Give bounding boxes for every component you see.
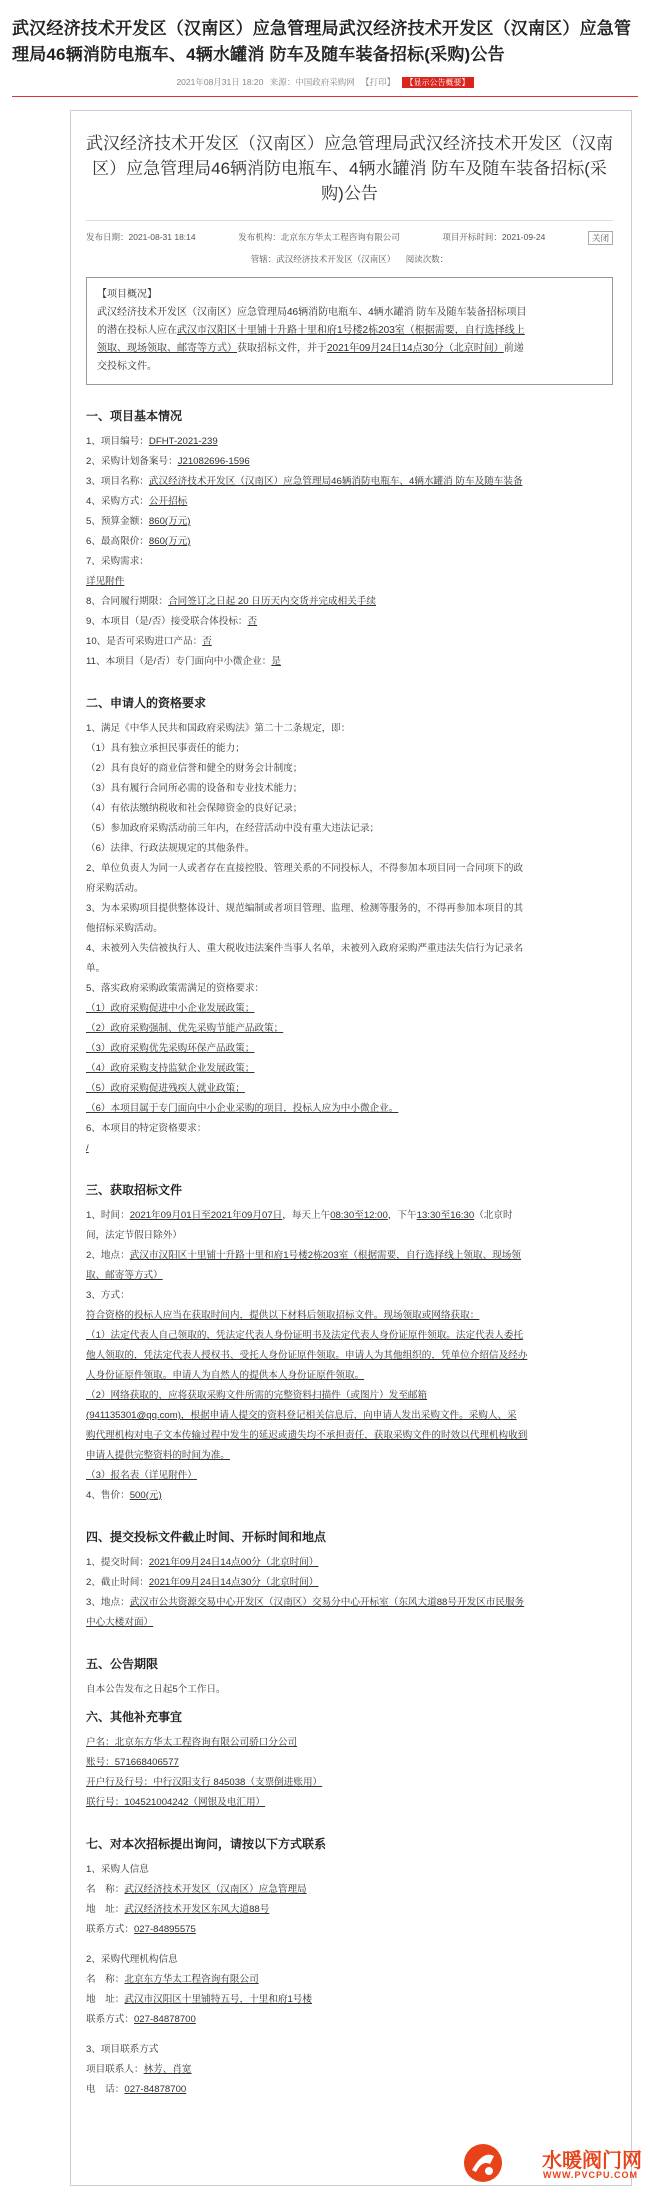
list-item: 6、最高限价：860(万元) bbox=[86, 536, 191, 547]
text-line: 地 址：武汉经济技术开发区东风大道88号 bbox=[86, 1904, 270, 1915]
info-row-2 bbox=[86, 253, 613, 265]
views: 阅读次数： bbox=[405, 254, 449, 264]
policy-item: （4）政府采购支持监狱企业发展政策； bbox=[86, 1063, 255, 1074]
text-line: 中心大楼对面） bbox=[86, 1617, 154, 1628]
text-line: 1、满足《中华人民共和国政府采购法》第二十二条规定，即： bbox=[86, 723, 351, 734]
text-line: 1、提交时间：2021年09月24日14点00分（北京时间） bbox=[86, 1557, 319, 1568]
text-line: 4、未被列入失信被执行人、重大税收违法案件当事人名单，未被列入政府采购严重违法失信行为记录名 bbox=[86, 943, 524, 954]
section-4-title: 四、提交投标文件截止时间、开标时间和地点 bbox=[86, 1530, 327, 1544]
list-item: 2、采购计划备案号：J21082696-1596 bbox=[86, 456, 250, 467]
text-line: （3）具有履行合同所必需的设备和专业技术能力； bbox=[86, 783, 303, 794]
text-line: 3、项目联系方式 bbox=[86, 2044, 159, 2055]
watermark-name: 水暖阀门网 bbox=[542, 2150, 642, 2172]
summary-label: 【项目概况】 bbox=[97, 289, 157, 300]
text-line: （2）网络获取的，应将获取采购文件所需的完整资料扫描件（或图片）发至邮箱 bbox=[86, 1390, 428, 1401]
text-line: 3、为本采购项目提供整体设计、规范编制或者项目管理、监理、检测等服务的，不得再参加本项目的其 bbox=[86, 903, 524, 914]
text-line: 取、邮寄等方式） bbox=[86, 1270, 163, 1281]
section-1-title: 一、项目基本情况 bbox=[86, 409, 183, 423]
text-line: 名 称：武汉经济技术开发区（汉南区）应急管理局 bbox=[86, 1884, 307, 1895]
attachment-link[interactable]: 详见附件 bbox=[86, 576, 125, 587]
text-line: 申请人提供完整资料的时间为准。 bbox=[86, 1450, 230, 1461]
notice-title: 武汉经济技术开发区（汉南区）应急管理局武汉经济技术开发区（汉南区）应急管理局46辆消防电瓶车、4辆水罐消 防车及随车装备招标(采购)公告 bbox=[86, 134, 613, 203]
text-line: 账号：571668406577 bbox=[86, 1757, 179, 1768]
close-button[interactable]: 关闭 bbox=[588, 231, 613, 245]
text-line: 5、落实政府采购政策需满足的资格要求： bbox=[86, 983, 265, 994]
list-item: 8、合同履行期限：合同签订之日起 20 日历天内交货并完成相关手续 bbox=[86, 596, 376, 607]
meta-bar bbox=[0, 76, 650, 90]
text-line: 2、采购代理机构信息 bbox=[86, 1954, 178, 1965]
text-line: 2、单位负责人为同一人或者存在直接控股、管理关系的不同投标人，不得参加本项目同一合同项下的政 bbox=[86, 863, 524, 874]
text-line: 名 称：北京东方华太工程咨询有限公司 bbox=[86, 1974, 259, 1985]
notice-frame bbox=[70, 110, 632, 2186]
list-item: 4、采购方式：公开招标 bbox=[86, 496, 188, 507]
text-line: 人身份证原件领取。申请人为自然人的提供本人身份证原件领取。 bbox=[86, 1370, 365, 1381]
section-7-body bbox=[86, 1860, 613, 2100]
page-title: 武汉经济技术开发区（汉南区）应急管理局武汉经济技术开发区（汉南区）应急管理局46辆消防电瓶车、4辆水罐消 防车及随车装备招标(采购)公告 bbox=[12, 19, 632, 64]
watermark-logo bbox=[462, 2140, 642, 2188]
text-line: 单。 bbox=[86, 963, 106, 974]
print-link[interactable]: 【打印】 bbox=[361, 77, 396, 87]
text-line: 地 址：武汉市汉阳区十里铺特五号，十里和府1号楼 bbox=[86, 1994, 312, 2005]
text-line: （6）法律、行政法规规定的其他条件。 bbox=[86, 843, 255, 854]
text-line: 户名：北京东方华太工程咨询有限公司骄口分公司 bbox=[86, 1737, 298, 1748]
info-row bbox=[86, 231, 613, 245]
list-item: 1、项目编号：DFHT-2021-239 bbox=[86, 436, 218, 447]
publish-date: 2021年08月31日 18:20 bbox=[176, 77, 264, 87]
text-line: 电 话：027-84878700 bbox=[86, 2084, 187, 2095]
watermark-url: WWW.PVCPU.COM bbox=[543, 2170, 638, 2180]
text-line: 他招标采购活动。 bbox=[86, 923, 163, 934]
text-line: 联系方式：027-84878700 bbox=[86, 2014, 196, 2025]
summary-line: 交投标文件。 bbox=[97, 361, 157, 372]
text-line: 符合资格的投标人应当在获取时间内，提供以下材料后领取招标文件。现场领取或网络获取： bbox=[86, 1310, 480, 1321]
summary-line: 武汉经济技术开发区（汉南区）应急管理局46辆消防电瓶车、4辆水罐消 防车及随车装备招标项目 bbox=[97, 307, 527, 318]
policy-item: （3）政府采购优先采购环保产品政策； bbox=[86, 1043, 255, 1054]
section-6-title: 六、其他补充事宜 bbox=[86, 1710, 183, 1724]
spacer bbox=[86, 1940, 613, 1950]
text-line: 3、方式： bbox=[86, 1290, 130, 1301]
text-line: 2、截止时间：2021年09月24日14点30分（北京时间） bbox=[86, 1577, 319, 1588]
text-line: （3）报名表（详见附件） bbox=[86, 1470, 197, 1481]
divider bbox=[86, 220, 613, 221]
text-line: 1、时间：2021年09月01日至2021年09月07日，每天上午08:30至12:00，下午13:30至16:30（北京时 bbox=[86, 1210, 513, 1221]
section-4-body bbox=[86, 1553, 613, 1633]
text-line: 联系方式：027-84895575 bbox=[86, 1924, 196, 1935]
text-line: （5）参加政府采购活动前三年内，在经营活动中没有重大违法记录； bbox=[86, 823, 380, 834]
section-3-title: 三、获取招标文件 bbox=[86, 1183, 183, 1197]
divider bbox=[12, 96, 638, 97]
text-line: （4）有依法缴纳税收和社会保障资金的良好记录； bbox=[86, 803, 303, 814]
text-line: （1）法定代表人自己领取的，凭法定代表人身份证明书及法定代表人身份证原件领取。法定代表人委托 bbox=[86, 1330, 524, 1341]
list-item: 7、采购需求： bbox=[86, 556, 149, 567]
faucet-logo-icon bbox=[462, 2142, 504, 2184]
policy-item: （1）政府采购促进中小企业发展政策； bbox=[86, 1003, 255, 1014]
text-line: 3、地点：武汉市公共资源交易中心开发区（汉南区）交易分中心开标室（东风大道88号开发区市民服务 bbox=[86, 1597, 525, 1608]
section-2-title: 二、申请人的资格要求 bbox=[86, 696, 207, 710]
start-time: 项目开标时间：2021-09-24 bbox=[442, 232, 546, 242]
list-item: 10、是否可采购进口产品：否 bbox=[86, 636, 212, 647]
text-line: （2）具有良好的商业信誉和健全的财务会计制度； bbox=[86, 763, 303, 774]
publish-time: 发布日期：2021-08-31 18:14 bbox=[86, 232, 196, 242]
list-item: 5、预算金额：860(万元) bbox=[86, 516, 191, 527]
text-line: 4、售价：500(元) bbox=[86, 1490, 162, 1501]
source: 来源：中国政府采购网 bbox=[269, 77, 355, 87]
summary-line: 的潜在投标人应在武汉市汉阳区十里铺十升路十里和府1号楼2栋203室（根据需要，自行选择线上 bbox=[97, 325, 525, 336]
list-item: 9、本项目（是/否）接受联合体投标：否 bbox=[86, 616, 258, 627]
competent: 管辖：武汉经济技术开发区（汉南区） bbox=[250, 254, 396, 264]
text-line: （1）具有独立承担民事责任的能力； bbox=[86, 743, 245, 754]
section-3-body bbox=[86, 1206, 613, 1506]
section-2-body bbox=[86, 719, 613, 1159]
text-line: 1、采购人信息 bbox=[86, 1864, 149, 1875]
summary-line: 领取、现场领取、邮寄等方式）获取招标文件，并于2021年09月24日14点30分（北京时间）前递 bbox=[97, 343, 524, 354]
text-line: 联行号：104521004242（网银及电汇用） bbox=[86, 1797, 266, 1808]
policy-item: （2）政府采购强制、优先采购节能产品政策； bbox=[86, 1023, 284, 1034]
text-line: 2、地点：武汉市汉阳区十里铺十升路十里和府1号楼2栋203室（根据需要，自行选择线上领取、现场领 bbox=[86, 1250, 521, 1261]
text-line: 开户行及行号：中行汉阳支行 845038（支票倒进账用） bbox=[86, 1777, 323, 1788]
publisher: 发布机构：北京东方华太工程咨询有限公司 bbox=[238, 232, 400, 242]
list-item: 11、本项目（是/否）专门面向中小微企业：是 bbox=[86, 656, 281, 667]
text-line: 项目联系人：林芳、肖宽 bbox=[86, 2064, 192, 2075]
list-item: 3、项目名称：武汉经济技术开发区（汉南区）应急管理局46辆消防电瓶车、4辆水罐消 防车及随车装备 bbox=[86, 476, 523, 487]
policy-item: （5）政府采购促进残疾人就业政策； bbox=[86, 1083, 245, 1094]
text-line: (941135301@qq.com)，根据申请人提交的资料登记相关信息后，向申请人发出采购文件。采购人、采 bbox=[86, 1410, 517, 1421]
text-line: 购代理机构对电子文本传输过程中发生的延迟或遗失均不承担责任，获取采购文件的时效以代理机构收到 bbox=[86, 1430, 528, 1441]
text-line: 他人领取的，凭法定代表人授权书、受托人身份证原件领取。申请人为其他组织的，凭单位介绍信及经办 bbox=[86, 1350, 528, 1361]
spacer bbox=[86, 2030, 613, 2040]
text-line: 间，法定节假日除外） bbox=[86, 1230, 182, 1241]
summary-badge[interactable]: 【显示公告概要】 bbox=[402, 77, 474, 88]
section-7-title: 七、对本次招标提出询问，请按以下方式联系 bbox=[86, 1837, 327, 1851]
section-6-body bbox=[86, 1733, 613, 1813]
text-line: / bbox=[86, 1143, 89, 1154]
text-line: 府采购活动。 bbox=[86, 883, 144, 894]
text-line: 自本公告发布之日起5个工作日。 bbox=[86, 1684, 226, 1695]
section-5-title: 五、公告期限 bbox=[86, 1657, 159, 1671]
policy-item: （6）本项目属于专门面向中小企业采购的项目，投标人应为中小微企业。 bbox=[86, 1103, 399, 1114]
section-1-list bbox=[86, 432, 613, 672]
summary-box bbox=[86, 277, 613, 385]
text-line: 6、本项目的特定资格要求： bbox=[86, 1123, 207, 1134]
